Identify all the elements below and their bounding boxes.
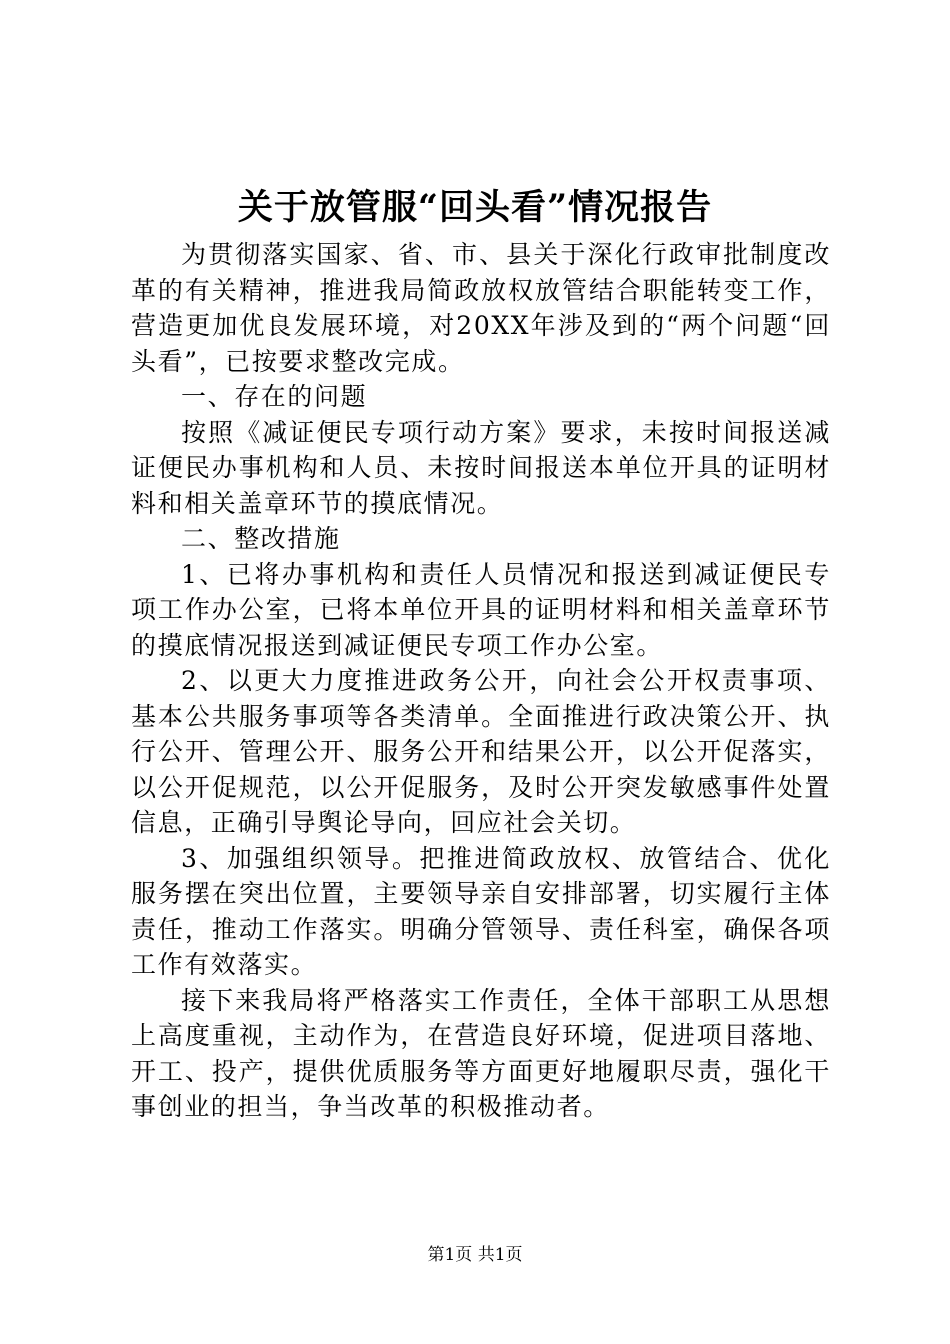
measure-item-2: 2、以更大力度推进政务公开，向社会公开权责事项、基本公共服务事项等各类清单。全面推进行政决策公开、执行公开、管理公开、服务公开和结果公开，以公开促落实，以公开促规范，以公开促服务，及时公开突发敏感事件处置信息，正确引导舆论导向，回应社会关切。 [131,666,831,837]
measure-item-1: 1、已将办事机构和责任人员情况和报送到减证便民专项工作办公室，已将本单位开具的证明材料和相关盖章环节的摸底情况报送到减证便民专项工作办公室。 [131,559,831,660]
closing-paragraph: 接下来我局将严格落实工作责任，全体干部职工从思想上高度重视，主动作为，在营造良好环境，促进项目落地、开工、投产，提供优质服务等方面更好地履职尽责，强化干事创业的担当，争当改革的积极推动者。 [131,985,831,1121]
section-heading-measures: 二、整改措施 [181,524,341,553]
section-heading-problems: 一、存在的问题 [181,382,368,411]
document-body [131,237,831,1125]
document-title: 关于放管服“回头看”情况报告 [237,187,713,228]
intro-paragraph: 为贯彻落实国家、省、市、县关于深化行政审批制度改革的有关精神，推进我局简政放权放管结合职能转变工作，营造更加优良发展环境，对20XX年涉及到的“两个问题“回头看”，已按要求整改完成。 [131,240,831,376]
page-footer: 第1页 共1页 [427,1245,523,1265]
problems-paragraph: 按照《减证便民专项行动方案》要求，未按时间报送减证便民办事机构和人员、未按时间报送本单位开具的证明材料和相关盖章环节的摸底情况。 [131,417,831,518]
measure-item-3: 3、加强组织领导。把推进简政放权、放管结合、优化服务摆在突出位置，主要领导亲自安排部署，切实履行主体责任，推动工作落实。明确分管领导、责任科室，确保各项工作有效落实。 [131,843,831,979]
